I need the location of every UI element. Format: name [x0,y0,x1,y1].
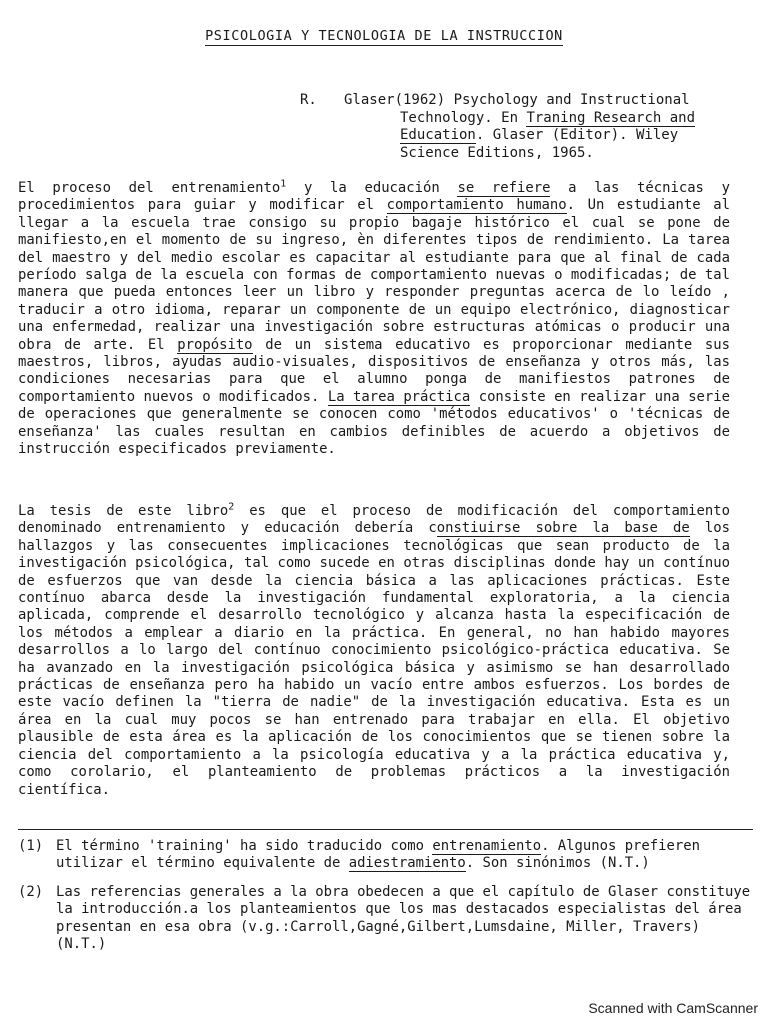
scanner-watermark: Scanned with CamScanner [588,1000,758,1016]
underlined-phrase: adiestramiento [348,855,466,872]
footnote-marker-1: 1 [280,178,287,190]
footnote-text: Las referencias generales a la obra obedecen a que el capítulo de Glaser constituye la introducción.a los planteamientos que los mas destacados especialistas del área presentan en esa obra (v.g.:Carroll,Gagné,Gilbert,Lumsdaine, Miller, Travers) (N.T.) [56,884,751,953]
footnote-text: El término 'training' ha sido traducido como entrenamiento. Algunos prefieren utilizar el término equivalente de adiestramiento. Son sinónimos (N.T.) [56,838,700,872]
reference-book-title-part2: Education [400,127,476,143]
paragraph-2: La tesis de este libro$^2$ es que el proceso de modificación del comportamiento denominado entrenamiento y educación debería constiuirse sobre la base de los hallazgos y las consecuentes implicaciones tecnológicas que sean producto de la investigación psicológica, tal como sucede en otras disciplinas donde hay un contínuo de esfuerzos que van desde la ciencia básica a las aplicaciones prácticas. Este contínuo abarca desde la investigación fundamental exploratoria, a la ciencia aplicada, comprende el desarrollo tecnológico y alcanza hasta la especificación de los métodos a emplear a diario en la práctica. En general, no han habido mayores desarrollos a lo largo del contínuo conocimiento psicológico-práctica educativa. Se ha avanzado en la investigación psicológica básica y asimismo se han desarrollado prácticas de enseñanza pero ha habido un vacío entre ambos esfuerzos. Los bordes de este vacío definen la "tierra de nadie" de la investigación educativa. Esta es un área en la cual muy pocos se han entrenado para trabajar en ella. El objetivo plausible de esta área es la aplicación de los conocimientos que se tienen sobre la ciencia del comportamiento a la psicología educativa y a la práctica educativa y, como corolario, el planteamiento de problemas prácticos a la investigación científica. [18,501,730,798]
reference-book-title-part1: Traning Research and [526,109,696,126]
footnote-number: (1) [18,838,44,854]
reference-marker: R. [300,92,317,108]
footnote-1 [18,838,758,873]
reference-line-4: Science Editions, 1965. [400,144,594,161]
footnote-number: (2) [18,884,44,900]
document-title: PSICOLOGIA Y TECNOLOGIA DE LA INSTRUCCION [205,28,563,44]
footnote-divider [18,829,753,830]
underlined-phrase: se refiere [457,180,551,196]
underlined-phrase: onstiuirse sobre la base de [436,520,690,537]
underlined-phrase: comportamiento humano [386,197,567,214]
bibliographic-reference [300,92,740,162]
underlined-phrase: entrenamiento [432,838,542,854]
footnote-2 [18,884,758,954]
underlined-phrase: La tarea práctica [327,388,471,405]
reference-line-3b: . Glaser (Editor). Wiley [475,127,679,143]
footnote-marker-2: 2 [228,501,235,513]
underlined-phrase: propósito [177,336,253,353]
reference-line-2a: Technology. En [400,109,527,126]
reference-line-1: Glaser(1962) Psychology and Instructional [344,92,690,108]
paragraph-1: El proceso del entrenamiento$^1$ y la educación se refiere a las técnicas y procedimientos para guiar y modificar el comportamiento humano. Un estudiante al llegar a la escuela trae consigo su propio bagaje histórico el cual se pone de manifiesto,en el momento de su ingreso, èn diferentes tipos de rendimiento. La tarea del maestro y del medio escolar es capacitar al estudiante para que al final de cada período salga de la escuela con formas de comportamiento nuevas o modificadas; de tal manera que pueda entonces leer un libro y responder preguntas acerca de lo leído , traducir a otro idioma, reparar un componente de un equipo electrónico, diagnosticar una enfermedad, realizar una investigación sobre estructuras atómicas o producir una obra de arte. El propósito de un sistema educativo es proporcionar mediante sus maestros, libros, ayudas audio-visuales, dispositivos de enseñanza y otros más, las condiciones necesarias para que el alumno ponga de manifiestos patrones de comportamiento nuevos o modificados. La tarea práctica consiste en realizar una serie de operaciones que generalmente se conocen como 'métodos educativos' o 'técnicas de enseñanza' las cuales resultan en cambios definibles de acuerdo a objetivos de instrucción especificados previamente. [18,178,731,458]
